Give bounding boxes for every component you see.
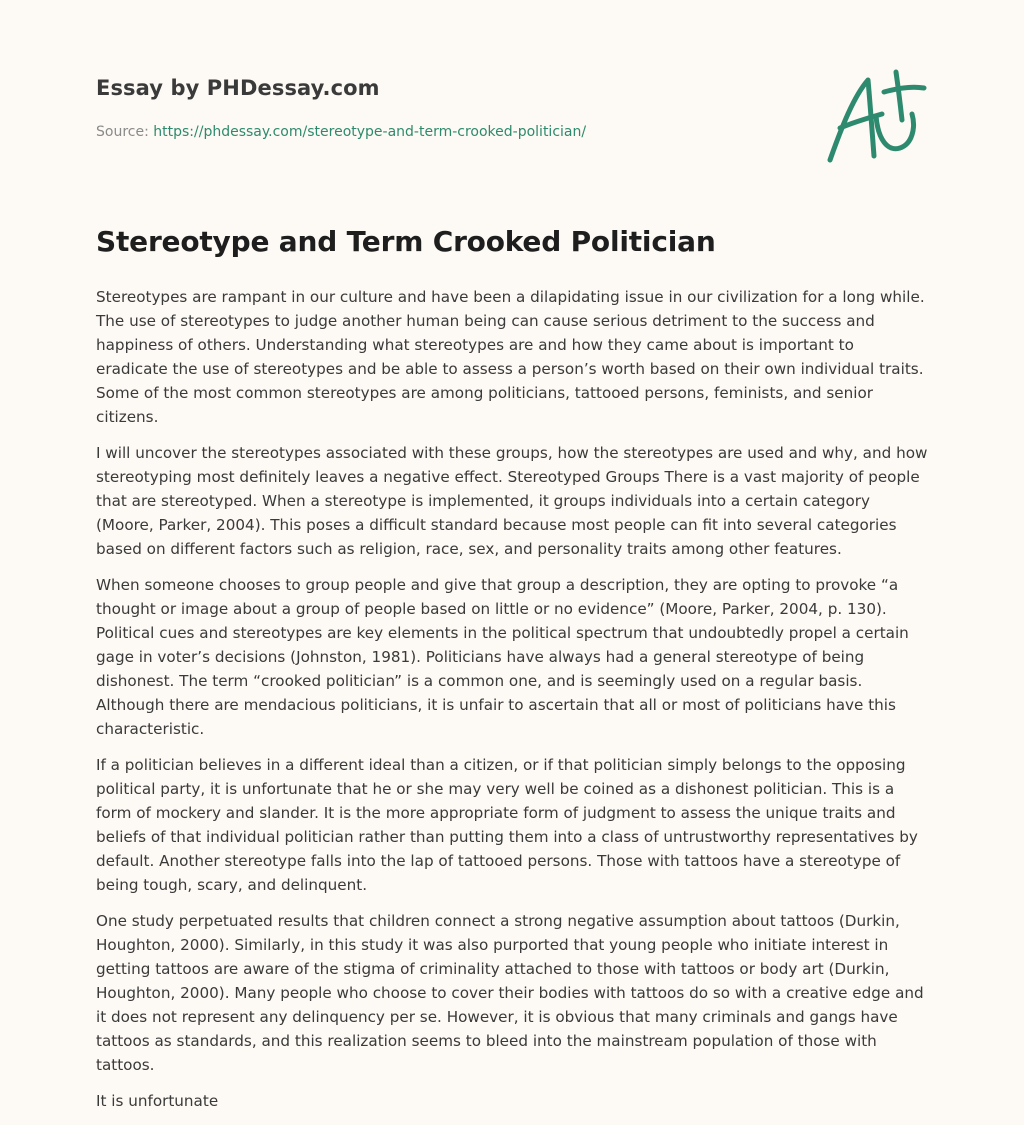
a-plus-logo-icon	[824, 66, 928, 166]
essay-page	[96, 0, 928, 1110]
header	[96, 0, 928, 200]
essay-paragraph: When someone chooses to group people and give that group a description, they are opting to provoke “a thought or image about a group of people based on little or no evidence” (Moore, Parker, 2004, p. 130). Political cues and stereotypes are key elements in the political spectrum that undoubtedly propel a certain gage in voter’s decisions (Johnston, 1981). Politicians have always had a general stereotype of being dishonest. The term “crooked politician” is a common one, and is seemingly used on a regular basis. Although there are mendacious politicians, it is unfair to ascertain that all or most of politicians have this characteristic.	[96, 576, 909, 738]
essay-paragraph: If a politician believes in a different ideal than a citizen, or if that politician simply belongs to the opposing political party, it is unfortunate that he or she may very well be coined as a dishonest politician. This is a form of mockery and slander. It is the more appropriate form of judgment to assess the unique traits and beliefs of that individual politician rather than putting them into a class of untrustworthy representatives by default. Another stereotype falls into the lap of tattooed persons. Those with tattoos have a stereotype of being tough, scary, and delinquent.	[96, 756, 918, 894]
essay-paragraph: It is unfortunate	[96, 1092, 219, 1110]
essay-paragraph: I will uncover the stereotypes associated with these groups, how the stereotypes are used and why, and how stereotyping most definitely leaves a negative effect. Stereotyped Groups There is a vast majority of people that are stereotyped. When a stereotype is implemented, it groups individuals into a certain category (Moore, Parker, 2004). This poses a difficult standard because most people can fit into several categories based on different factors such as religion, race, sex, and personality traits among other features.	[96, 444, 928, 558]
essay-body	[96, 285, 928, 1125]
source-label: Source:	[96, 124, 149, 140]
source-line	[96, 124, 586, 140]
essay-paragraph: One study perpetuated results that children connect a strong negative assumption about tattoos (Durkin, Houghton, 2000). Similarly, in this study it was also purported that young people who initiate interest in getting tattoos are aware of the stigma of criminality attached to those with tattoos or body art (Durkin, Houghton, 2000). Many people who choose to cover their bodies with tattoos do so with a creative edge and it does not represent any delinquency per se. However, it is obvious that many criminals and gangs have tattoos as standards, and this realization seems to bleed into the mainstream population of those with tattoos.	[96, 912, 924, 1074]
essay-title: Stereotype and Term Crooked Politician	[96, 225, 716, 258]
essay-paragraph: Stereotypes are rampant in our culture and have been a dilapidating issue in our civilization for a long while. The use of stereotypes to judge another human being can cause serious detriment to the success and happiness of others. Understanding what stereotypes are and how they came about is important to eradicate the use of stereotypes and be able to assess a person’s worth based on their own individual traits. Some of the most common stereotypes are among politicians, tattooed persons, feminists, and senior citizens.	[96, 288, 925, 426]
source-link[interactable]: https://phdessay.com/stereotype-and-term-crooked-politician/	[153, 124, 587, 140]
brand-title: Essay by PHDessay.com	[96, 76, 380, 100]
